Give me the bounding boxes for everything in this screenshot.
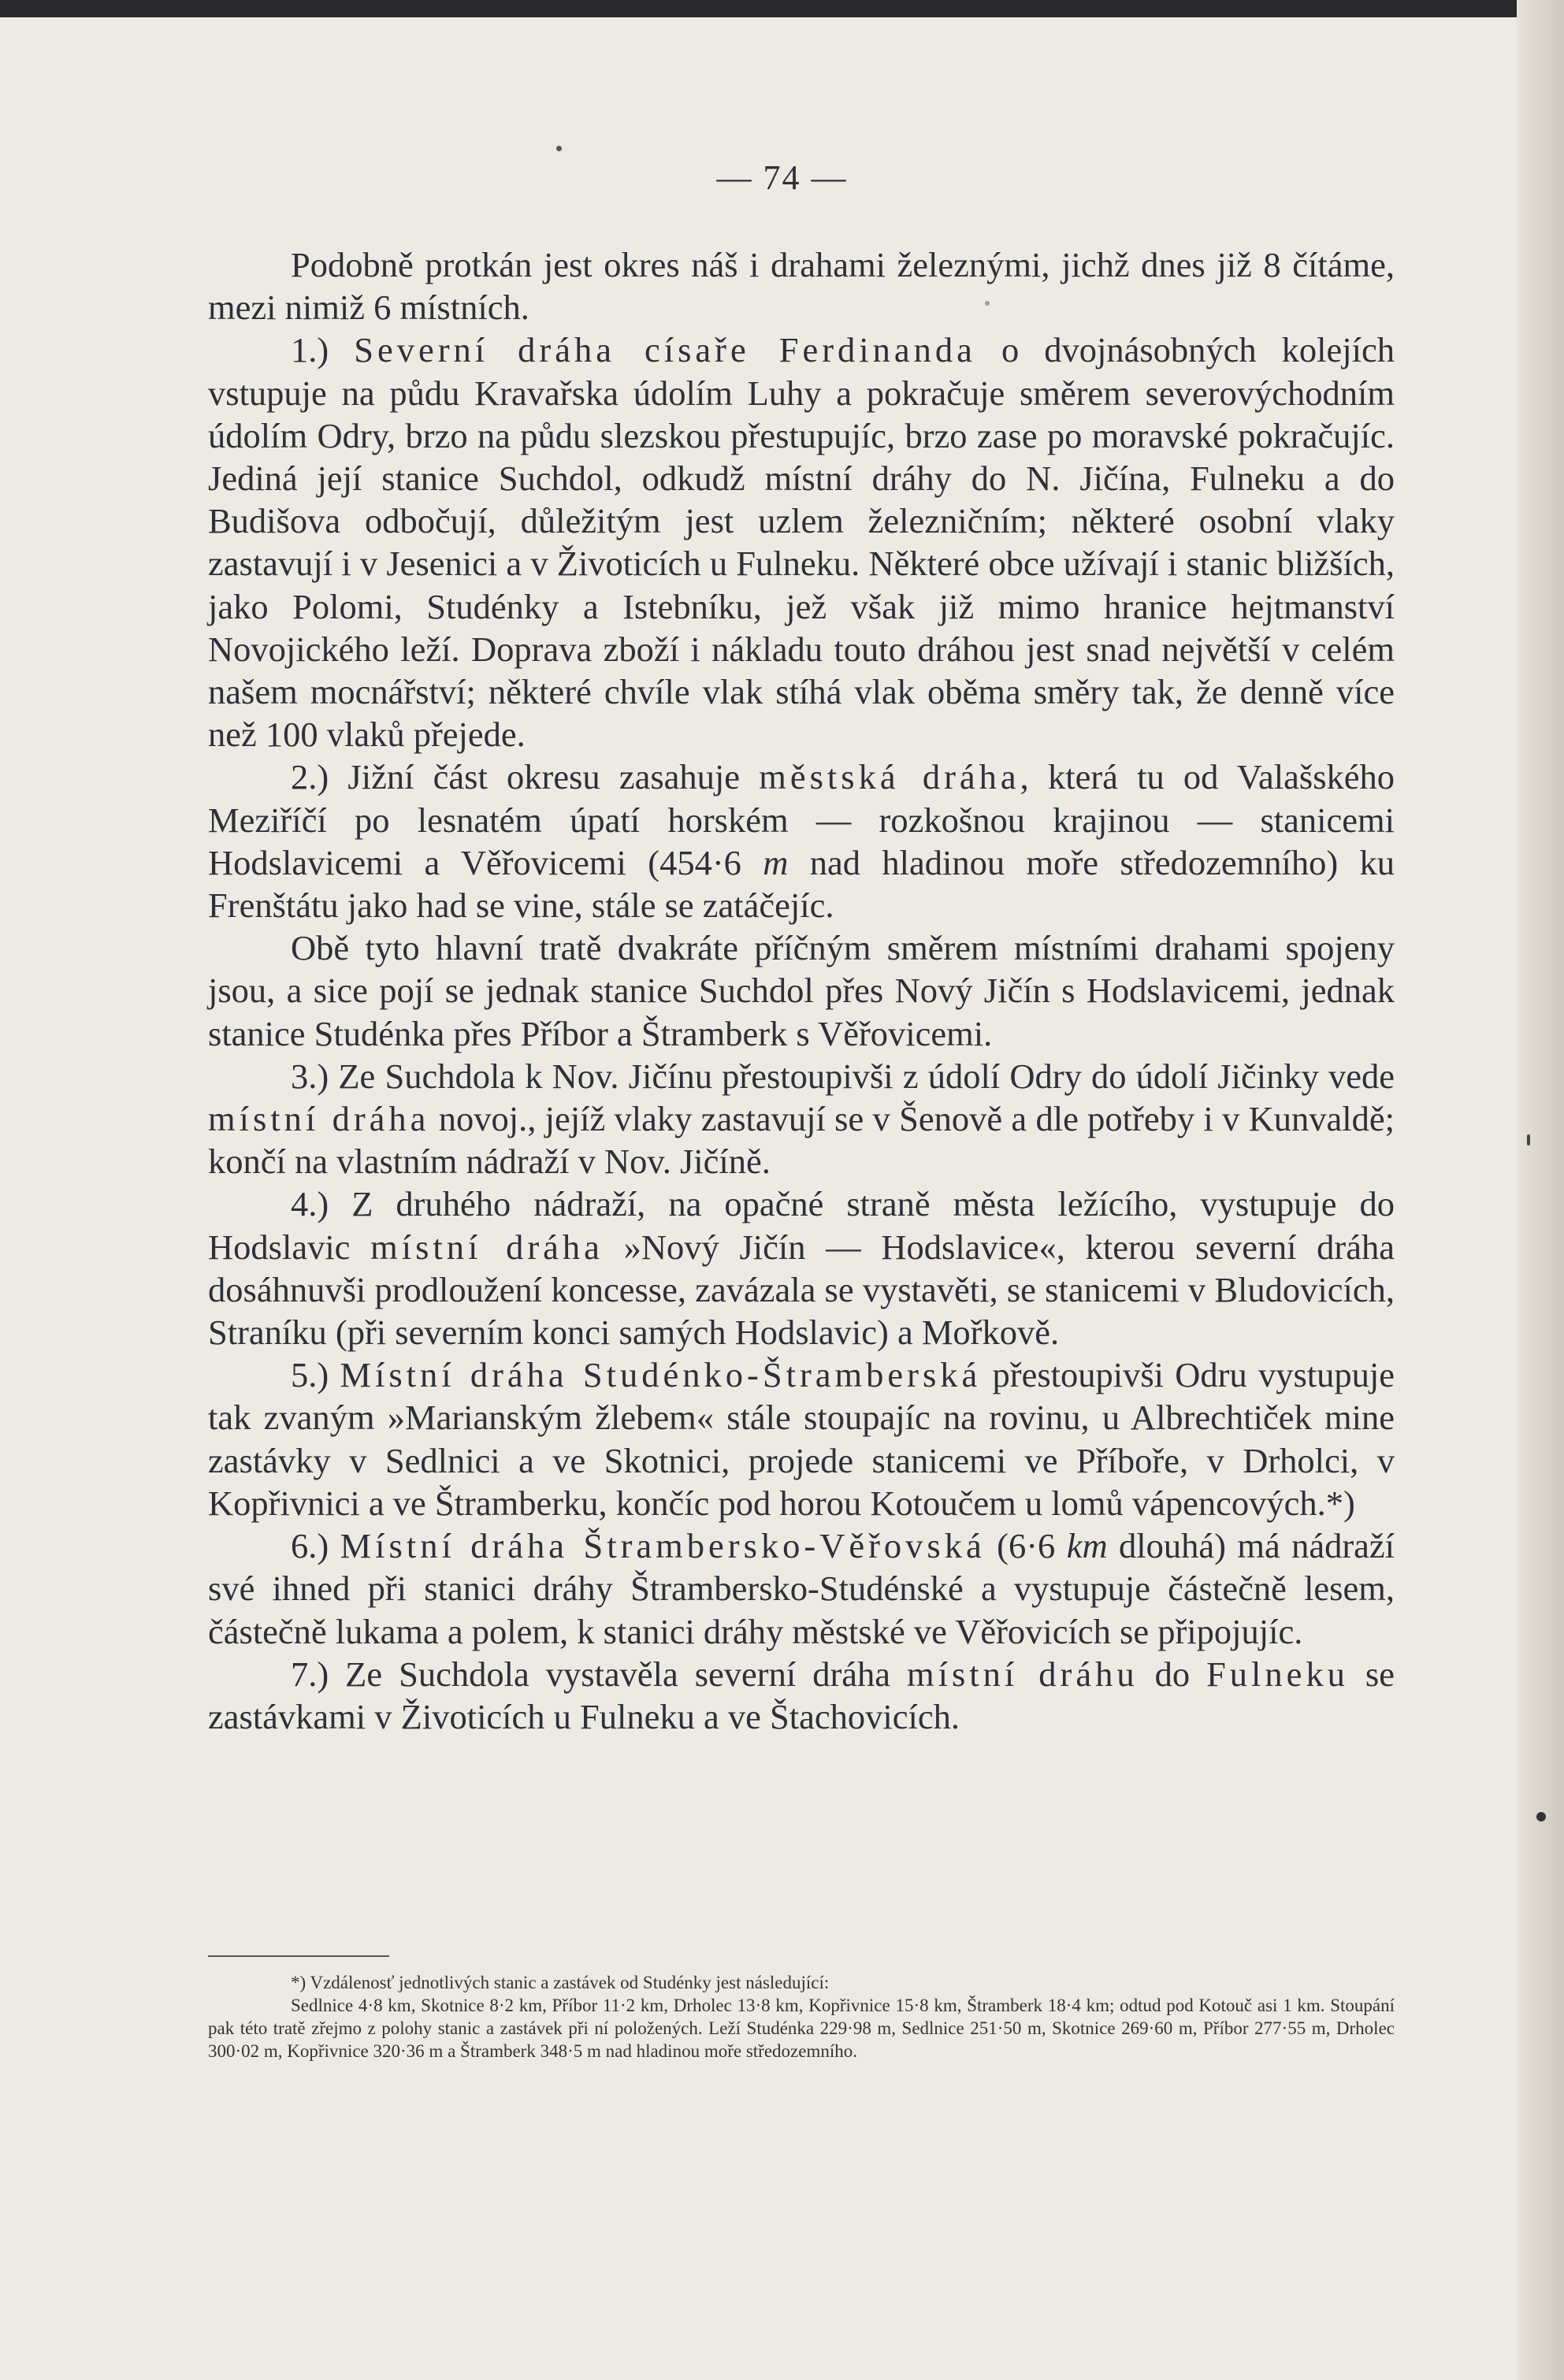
paragraph-text: , která tu od Valašského Meziříčí po lesnatém úpatí horském — rozkošnou krajinou — stanicemi Hodslavicemi a Věřovicemi (454·6 bbox=[208, 757, 1395, 882]
item-number: 6.) bbox=[291, 1526, 340, 1566]
paragraph-connections: Obě tyto hlavní tratě dvakráte příčným směrem místními drahami spojeny jsou, a sice pojí se jednak stanice Suchdol přes Nový Jičín s Hodslavicemi, jednak stanice Studénka přes Příbor a Štramberk s Věřovicemi. bbox=[208, 928, 1395, 1053]
railway-name: Místní dráha Štrambersko-Věřovská bbox=[340, 1526, 986, 1566]
ink-speck bbox=[556, 146, 562, 151]
railway-name: městská dráha bbox=[759, 757, 1020, 797]
footnote-body: Sedlnice 4·8 km, Skotnice 8·2 km, Příbor 11·2 km, Drholec 13·8 km, Kopřivnice 15·8 km, Štramberk 18·4 km; odtud pod Kotouč asi 1 km. Stoupání pak této tratě zřejmo z polohy stanic a zastávek při ní položených. Leží Studénka 229·98 m, Sedlnice 251·50 m, Skotnice 269·60 m, Příbor 277·55 m, Drholec 300·02 m, Kopřivnice 320·36 m a Štramberk 348·5 m nad hladinou moře středozemního. bbox=[208, 1996, 1395, 2061]
railway-name: místní dráha bbox=[370, 1227, 604, 1267]
item-number: 1.) bbox=[291, 330, 355, 370]
paragraph-text: 4.) Z druhého nádraží, na opačné straně města ležícího, vystupuje do Hodslavic bbox=[208, 1184, 1395, 1267]
railway-name: místní dráha bbox=[208, 1099, 430, 1139]
railway-name: Místní dráha Studénko-Štramberská bbox=[340, 1355, 982, 1395]
footnote bbox=[208, 1971, 1395, 2063]
paragraph-city-railway bbox=[208, 756, 1395, 926]
paragraph-fulnek-railway bbox=[208, 1653, 1395, 1738]
paragraph-text: 7.) Ze Suchdola vystavěla severní dráha bbox=[291, 1654, 908, 1694]
body-text bbox=[208, 243, 1395, 1738]
paragraph-text: se zastávkami v Životicích u Fulneku a ve Štachovicích. bbox=[208, 1654, 1395, 1736]
paragraph-stramberk-verovice-railway bbox=[208, 1524, 1395, 1653]
paragraph-text: novoj., jejíž vlaky zastavují se v Šenově a dle potřeby i v Kunvaldě; končí na vlastním nádraží v Nov. Jičíně. bbox=[208, 1099, 1395, 1182]
paragraph-text: přestoupivši Odru vystupuje tak zvaným »Marianským žlebem« stále stoupajíc na rovinu, u Albrechtiček mine zastávky v Sedlnici a ve Skotnici, projede stanicemi ve Příboře, v Drholci, v Kopřivnici a ve Štramberku, končíc pod horou Kotoučem u lomů vápencových.*) bbox=[208, 1355, 1395, 1523]
railway-name: Fulneku bbox=[1206, 1654, 1349, 1694]
paragraph-text: »Nový Jičín — Hodslavice«, kterou severní dráha dosáhnuvši prodloužení koncesse, zavázala se vystavěti, se stanicemi v Bludovicích, Straníku (při severním konci samých Hodslavic) a Mořkově. bbox=[208, 1227, 1395, 1353]
paragraph-northern-railway bbox=[208, 329, 1395, 756]
paragraph-novojicin-railway bbox=[208, 1055, 1395, 1183]
page-edge-shadow bbox=[1517, 0, 1564, 2380]
paragraph-text: 3.) Ze Suchdola k Nov. Jičínu přestoupivši z údolí Odry do údolí Jičinky vede bbox=[291, 1056, 1395, 1096]
ink-speck bbox=[1536, 1812, 1546, 1821]
unit: km bbox=[1066, 1526, 1108, 1566]
railway-name: Severní dráha císaře Ferdinanda bbox=[354, 330, 976, 370]
paragraph-intro: Podobně protkán jest okres náš i drahami železnými, jichž dnes již 8 čítáme, mezi nimiž 6 místních. bbox=[208, 245, 1395, 328]
paragraph-text: (6·6 bbox=[985, 1526, 1067, 1566]
scan-top-border bbox=[0, 0, 1564, 17]
footnote-intro: *) Vzdálenosť jednotlivých stanic a zastávek od Studénky jest následující: bbox=[291, 1973, 830, 1992]
paragraph-studenka-stramberk-railway bbox=[208, 1353, 1395, 1524]
unit: m bbox=[763, 842, 789, 882]
paragraph-text: o dvojnásobných kolejích vstupuje na půdu Kravařska údolím Luhy a pokračuje směrem severovýchodním údolím Odry, brzo na půdu slezskou přestupujíc, brzo zase po moravské pokračujíc. Jediná její stanice Suchdol, odkudž místní dráhy do N. Jičína, Fulneku a do Budišova odbočují, důležitým jest uzlem železničním; některé osobní vlaky zastavují i v Jesenici a v Životicích u Fulneku. Některé obce užívají i stanic bližších, jako Polomi, Studénky a Istebníku, jež však již mimo hranice hejtmanství Novojického leží. Doprava zboží i nákladu touto dráhou jest snad největší v celém našem mocnářství; některé chvíle vlak stíhá vlak oběma směry tak, že denně více než 100 vlaků přejede. bbox=[208, 330, 1395, 755]
paragraph-text: 2.) Jižní část okresu zasahuje bbox=[291, 757, 760, 797]
paragraph-hodslavice-railway bbox=[208, 1183, 1395, 1353]
item-number: 5.) bbox=[291, 1355, 340, 1395]
paragraph-text: dlouhá) má nádraží své ihned při stanici dráhy Štrambersko-Studénské a vystupuje částečně lesem, částečně lukama a polem, k stanici dráhy městské ve Věřovicích se připojujíc. bbox=[208, 1526, 1395, 1651]
ink-speck bbox=[1527, 1134, 1530, 1145]
footnote-divider bbox=[208, 1955, 389, 1957]
paragraph-text: nad hladinou moře středozemního) ku Frenštátu jako had se vine, stále se zatáčejíc. bbox=[208, 842, 1395, 926]
page-number: — 74 — bbox=[716, 158, 848, 197]
railway-name: místní dráhu bbox=[907, 1654, 1139, 1694]
paragraph-text: do bbox=[1138, 1654, 1207, 1694]
